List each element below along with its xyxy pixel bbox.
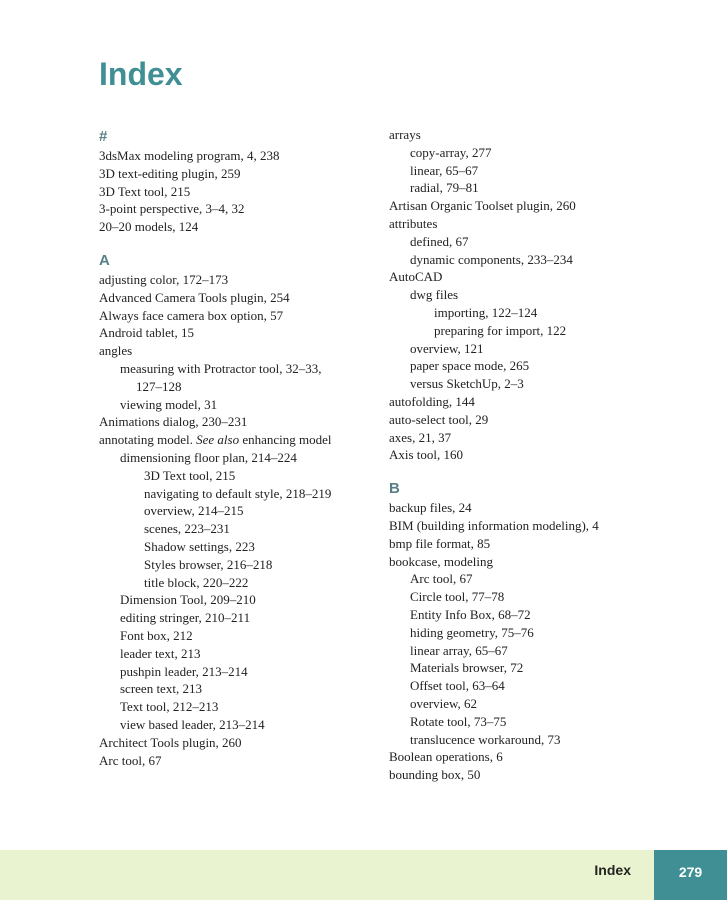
index-entry: Artisan Organic Toolset plugin, 260 — [389, 198, 576, 214]
index-subentry: pushpin leader, 213–214 — [120, 663, 248, 679]
index-subentry: Rotate tool, 73–75 — [410, 713, 507, 729]
index-subentry: viewing model, 31 — [120, 396, 218, 412]
index-subentry: overview, 62 — [410, 695, 478, 711]
index-entry: 3dsMax modeling program, 4, 238 — [99, 148, 280, 163]
index-entry: 3-point perspective, 3–4, 32 — [99, 201, 245, 217]
index-subsubentry: importing, 122–124 — [434, 304, 538, 320]
index-entry: Architect Tools plugin, 260 — [99, 734, 242, 750]
index-entry: adjusting color, 172–173 — [99, 271, 229, 287]
index-subsubentry: 3D Text tool, 215 — [144, 467, 236, 483]
index-entry: bmp file format, 85 — [389, 535, 491, 551]
page-number: 279 — [654, 850, 727, 900]
index-entry: 3D Text tool, 215 — [99, 183, 191, 199]
index-entry: backup files, 24 — [389, 500, 472, 516]
index-entry: Android tablet, 15 — [99, 325, 194, 341]
index-subentry: dimensioning floor plan, 214–224 — [120, 449, 297, 465]
index-subentry: translucence workaround, 73 — [410, 731, 561, 747]
index-subentry: Text tool, 212–213 — [120, 699, 219, 715]
index-entry: 20–20 models, 124 — [99, 219, 199, 235]
index-entry: Advanced Camera Tools plugin, 254 — [99, 289, 290, 305]
index-subentry: Font box, 212 — [120, 627, 193, 643]
index-entry: arrays — [389, 127, 421, 142]
index-entry: AutoCAD — [389, 269, 443, 285]
index-subentry: defined, 67 — [410, 233, 469, 249]
index-subsubentry: scenes, 223–231 — [144, 521, 230, 537]
index-subsubentry: Shadow settings, 223 — [144, 538, 255, 554]
index-entry: BIM (building information modeling), 4 — [389, 517, 599, 533]
section-letter: # — [99, 128, 108, 145]
index-entry: auto-select tool, 29 — [389, 411, 489, 427]
index-entry: Always face camera box option, 57 — [99, 307, 284, 323]
index-subentry: view based leader, 213–214 — [120, 716, 265, 732]
index-subentry: Materials browser, 72 — [410, 660, 524, 676]
index-entry: 3D text-editing plugin, 259 — [99, 165, 241, 181]
index-subentry: copy-array, 277 — [410, 144, 492, 160]
index-entry: angles — [99, 343, 133, 359]
index-entry: axes, 21, 37 — [389, 429, 452, 445]
index-subentry: editing stringer, 210–211 — [120, 610, 251, 626]
index-entry-annotating-model — [99, 431, 399, 449]
index-subentry: linear, 65–67 — [410, 162, 479, 178]
index-subentry: Circle tool, 77–78 — [410, 589, 505, 605]
footer-section-label: Index — [594, 862, 631, 878]
index-column-left — [99, 126, 399, 769]
index-entry: attributes — [389, 215, 438, 231]
index-subentry: linear array, 65–67 — [410, 642, 508, 658]
index-subentry: Offset tool, 63–64 — [410, 678, 505, 694]
index-column-right — [389, 126, 709, 784]
index-subentry: dwg files — [410, 287, 459, 303]
page-footer — [0, 850, 727, 900]
index-entry: bounding box, 50 — [389, 767, 481, 783]
index-subentry: Entity Info Box, 68–72 — [410, 606, 531, 622]
index-subentry: paper space mode, 265 — [410, 358, 530, 374]
index-entry: Animations dialog, 230–231 — [99, 414, 248, 430]
index-subsubentry: title block, 220–222 — [144, 574, 249, 590]
index-subentry-continuation: 127–128 — [136, 378, 182, 394]
page-title: Index — [99, 56, 183, 92]
index-subsubentry: overview, 214–215 — [144, 503, 244, 519]
index-entry: Arc tool, 67 — [99, 752, 162, 768]
index-subentry: Dimension Tool, 209–210 — [120, 592, 256, 608]
index-entry-term: annotating model. — [99, 432, 193, 448]
index-subentry: Arc tool, 67 — [410, 571, 473, 587]
index-entry: bookcase, modeling — [389, 553, 493, 569]
index-entry: Boolean operations, 6 — [389, 749, 503, 765]
index-subentry: hiding geometry, 75–76 — [410, 624, 534, 640]
index-subsubentry: Styles browser, 216–218 — [144, 556, 273, 572]
index-entry: autofolding, 144 — [389, 393, 475, 409]
index-subsubentry: navigating to default style, 218–219 — [144, 485, 332, 501]
index-subentry: measuring with Protractor tool, 32–33, — [120, 360, 322, 376]
index-subentry: dynamic components, 233–234 — [410, 251, 573, 267]
see-also-target: enhancing model — [242, 432, 332, 448]
index-subentry: versus SketchUp, 2–3 — [410, 376, 524, 392]
index-subentry: leader text, 213 — [120, 645, 201, 661]
see-also-label: See also — [196, 432, 240, 448]
section-letter: A — [99, 251, 110, 269]
index-entry: Axis tool, 160 — [389, 447, 464, 463]
index-subsubentry: preparing for import, 122 — [434, 322, 567, 338]
index-subentry: radial, 79–81 — [410, 180, 479, 196]
section-letter: B — [389, 480, 400, 498]
index-subentry: screen text, 213 — [120, 681, 202, 697]
index-subentry: overview, 121 — [410, 340, 484, 356]
